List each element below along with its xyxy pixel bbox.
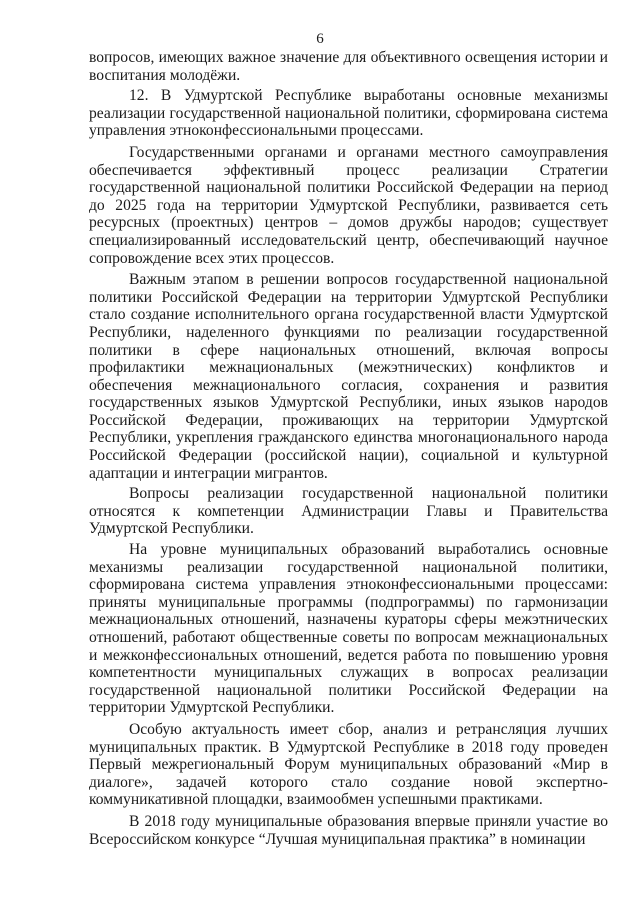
document-body (89, 49, 608, 848)
paragraph-contest: В 2018 году муниципальные образования впервые приняли участие во Всероссийском конкурсе “Лучшая муниципальная практика” в номинации (89, 812, 608, 848)
paragraph-competence: Вопросы реализации государственной национальной политики относятся к компетенции Администрации Главы и Правительства Удмуртской Республики. (89, 485, 608, 538)
paragraph-strategy: Государственными органами и органами местного самоуправления обеспечивается эффективный процесс реализации Стратегии государственной национальной политики Российской Федерации на период до 2025 года на территории Удмуртской Республики, развивается сеть ресурсных (проектных) центров – домов дружбы народов; существует специализированный исследовательский центр, обеспечивающий научное сопровождение всех этих процессов. (89, 143, 608, 267)
paragraph-item-12: 12. В Удмуртской Республике выработаны основные механизмы реализации государственной национальной политики, сформирована система управления этноконфессиональными процессами. (89, 87, 608, 140)
paragraph-best-practices: Особую актуальность имеет сбор, анализ и ретрансляция лучших муниципальных практик. В Удмуртской Республике в 2018 году проведен Первый межрегиональный Форум муниципальных образований «Мир в диалоге», задачей которого стало создание новой экспертно-коммуникативной площадки, взаимообмен успешными практиками. (89, 720, 608, 809)
paragraph-continuation: вопросов, имеющих важное значение для объективного освещения истории и воспитания молодёжи. (89, 49, 608, 84)
paragraph-municipal-level: На уровне муниципальных образований выработались основные механизмы реализации государственной национальной политики, сформирована система управления этноконфессиональными процессами: приняты муниципальные программы (подпрограммы) по гармонизации межнациональных отношений, назначены кураторы сферы межэтнических отношений, работают общественные советы по вопросам межнациональных и межконфессиональных отношений, ведется работа по повышению уровня компетентности муниципальных служащих в вопросах реализации государственной национальной политики Российской Федерации на территории Удмуртской Республики. (89, 541, 608, 717)
paragraph-executive-body: Важным этапом в решении вопросов государственной национальной политики Российской Федерации на территории Удмуртской Республики стало создание исполнительного органа государственной власти Удмуртской Республики, наделенного функциями по реализации государственной политики в сфере национальных отношений, включая вопросы профилактики межнациональных (межэтнических) конфликтов и обеспечения межнационального согласия, сохранения и развития государственных языков Удмуртской Республики, иных языков народов Российской Федерации, проживающих на территории Удмуртской Республики, укрепления гражданского единства многонационального народа Российской Федерации (российской нации), социальной и культурной адаптации и интеграции мигрантов. (89, 271, 608, 482)
page-number: 6 (316, 31, 324, 47)
